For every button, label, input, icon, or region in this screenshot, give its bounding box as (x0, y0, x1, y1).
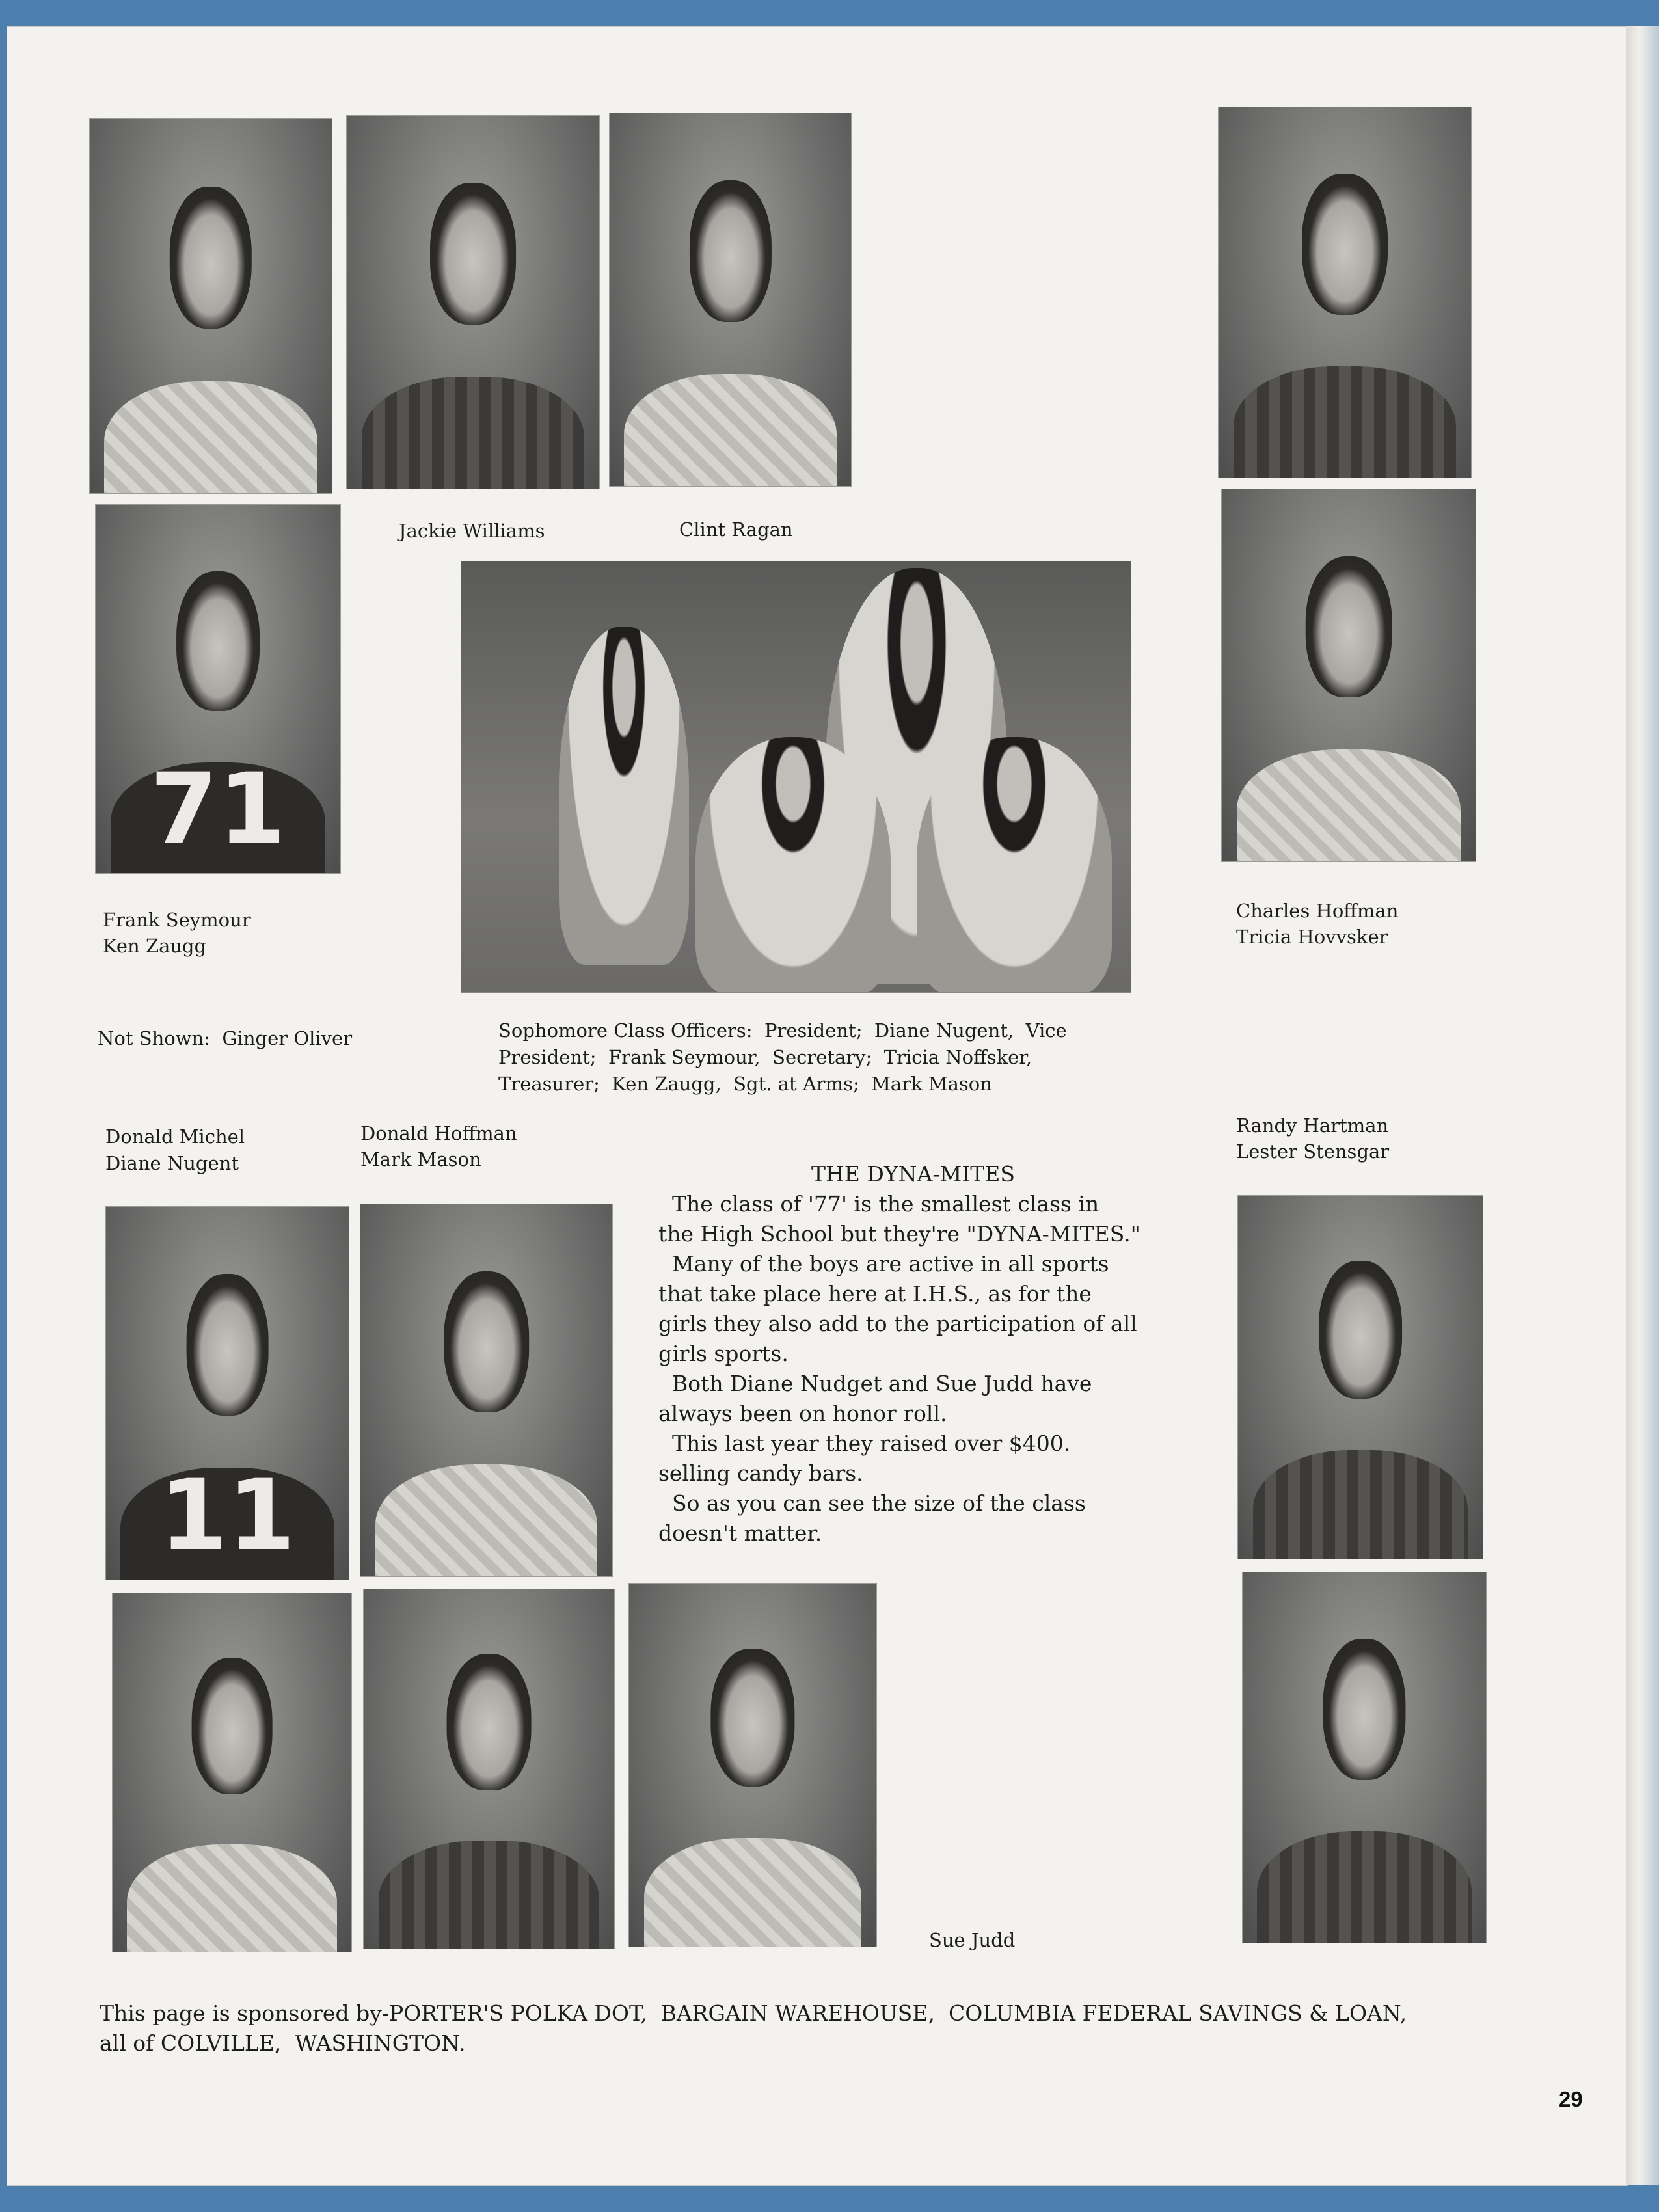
story-title: THE DYNA-MITES (811, 1161, 1016, 1187)
caption-lower-left-2: Diane Nugent (105, 1152, 239, 1174)
portrait-photo (1243, 1572, 1486, 1943)
caption-lower-middle-1: Donald Hoffman (360, 1122, 517, 1144)
caption-lower-left-1: Donald Michel (105, 1126, 245, 1148)
not-shown-caption: Not Shown: Ginger Oliver (98, 1027, 353, 1049)
portrait-photo (364, 1589, 614, 1949)
portrait-photo (113, 1593, 351, 1952)
officers-caption-line-3: Treasurer; Ken Zaugg, Sgt. at Arms; Mark Mason (498, 1073, 992, 1095)
story-line: always been on honor roll. (658, 1401, 947, 1426)
story-line: Both Diane Nudget and Sue Judd have (658, 1371, 1092, 1396)
sponsor-line-1: This page is sponsored by-PORTER'S POLKA DOT, BARGAIN WAREHOUSE, COLUMBIA FEDERAL SAVINGS & LOAN, (100, 2001, 1407, 2026)
officers-caption-line-2: President; Frank Seymour, Secretary; Tricia Noffsker, (498, 1046, 1032, 1068)
officers-caption-line-1: Sophomore Class Officers: President; Diane Nugent, Vice (498, 1019, 1067, 1042)
jersey-number: 11 (159, 1459, 295, 1573)
story-line: The class of '77' is the smallest class in (658, 1191, 1099, 1217)
caption-clint-ragan: Clint Ragan (679, 519, 793, 541)
caption-right-middle-2: Tricia Hovvsker (1236, 926, 1388, 948)
caption-jackie-williams: Jackie Williams (399, 520, 545, 542)
caption-left-middle-1: Frank Seymour (103, 909, 251, 931)
story-line: Many of the boys are active in all sports (658, 1251, 1109, 1276)
portrait-photo-clint-ragan (610, 113, 851, 486)
story-line: This last year they raised over $400. (658, 1431, 1071, 1456)
page-number: 29 (1559, 2087, 1583, 2111)
portrait-photo-jackie-williams (347, 116, 599, 489)
caption-lower-right-2: Lester Stensgar (1236, 1140, 1390, 1163)
sponsor-line-2: all of COLVILLE, WASHINGTON. (100, 2030, 466, 2056)
story-line: So as you can see the size of the class (658, 1490, 1086, 1516)
portrait-photo-sue-judd (629, 1584, 876, 1947)
class-officers-group-photo (461, 561, 1131, 992)
portrait-photo-jersey-71 (96, 505, 340, 873)
caption-right-middle-1: Charles Hoffman (1236, 900, 1399, 922)
book-spine (1626, 26, 1659, 2185)
caption-left-middle-2: Ken Zaugg (103, 935, 207, 957)
caption-lower-middle-2: Mark Mason (360, 1148, 481, 1170)
caption-lower-right-1: Randy Hartman (1236, 1114, 1389, 1137)
jersey-number: 71 (150, 753, 286, 867)
portrait-photo-jersey-11 (106, 1207, 349, 1580)
story-line: the High School but they're "DYNA-MITES." (658, 1221, 1140, 1247)
portrait-photo (1238, 1196, 1483, 1559)
story-line: that take place here at I.H.S., as for the (658, 1281, 1092, 1306)
caption-sue-judd: Sue Judd (929, 1929, 1016, 1951)
story-line: doesn't matter. (658, 1520, 822, 1546)
story-line: girls sports. (658, 1341, 789, 1366)
story-line: girls they also add to the participation of all (658, 1311, 1137, 1336)
portrait-photo (1222, 489, 1476, 861)
portrait-photo (90, 119, 332, 493)
portrait-photo (1219, 107, 1471, 478)
story-line: selling candy bars. (658, 1461, 863, 1486)
portrait-photo (360, 1204, 612, 1576)
